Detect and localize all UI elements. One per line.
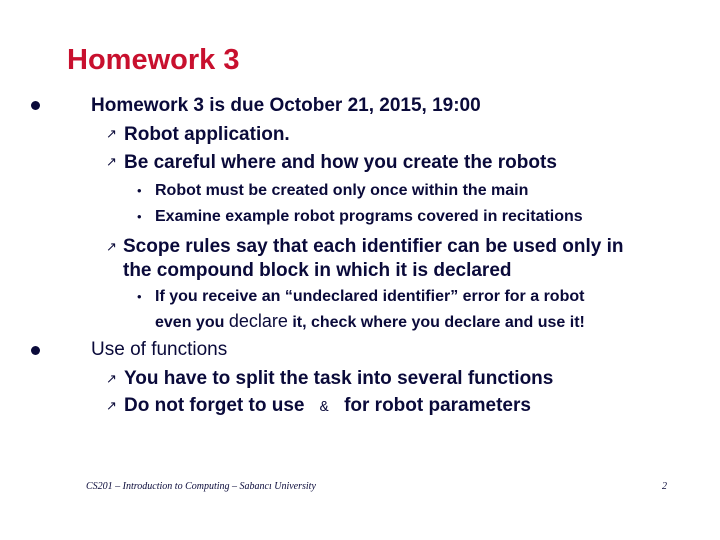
disc-bullet-icon xyxy=(31,101,40,110)
bullet-scope-rules-line2: the compound block in which it is declared xyxy=(123,260,512,281)
arrow-bullet-icon: ↗ xyxy=(106,398,117,413)
undeclared-text-c: it, check where you declare and use it! xyxy=(292,314,585,331)
undeclared-text-a: even you xyxy=(155,314,225,331)
bullet-scope-rules-line1: Scope rules say that each identifier can be used only in xyxy=(123,236,624,257)
declare-word: declare xyxy=(228,311,288,331)
bullet-examine-examples: Examine example robot programs covered in recitations xyxy=(155,208,583,225)
bullet-created-once: Robot must be created only once within the main xyxy=(155,182,529,199)
bullet-undeclared-line2 xyxy=(155,311,585,332)
bullet-use-ampersand xyxy=(124,395,531,417)
ampersand-text-c: for robot parameters xyxy=(344,395,531,416)
ampersand-text-a: Do not forget to use xyxy=(124,395,305,416)
arrow-bullet-icon: ↗ xyxy=(106,126,117,141)
disc-bullet-icon xyxy=(31,346,40,355)
bullet-use-of-functions: Use of functions xyxy=(91,339,228,360)
bullet-undeclared-line1: If you receive an “undeclared identifier” error for a robot xyxy=(155,288,585,305)
bullet-robot-application: Robot application. xyxy=(124,124,290,145)
bullet-split-task: You have to split the task into several functions xyxy=(124,368,554,389)
slide-footer: CS201 – Introduction to Computing – Sabancı University xyxy=(86,481,316,492)
dot-bullet-icon: • xyxy=(137,209,142,224)
bullet-careful-create: Be careful where and how you create the robots xyxy=(124,152,557,173)
page-number: 2 xyxy=(662,481,667,492)
dot-bullet-icon: • xyxy=(137,183,142,198)
slide-title: Homework 3 xyxy=(67,44,240,76)
arrow-bullet-icon: ↗ xyxy=(106,154,117,169)
arrow-bullet-icon: ↗ xyxy=(106,371,117,386)
arrow-bullet-icon: ↗ xyxy=(106,239,117,254)
ampersand-code: & xyxy=(319,399,329,416)
dot-bullet-icon: • xyxy=(137,289,142,304)
bullet-homework-due: Homework 3 is due October 21, 2015, 19:00 xyxy=(91,95,481,116)
